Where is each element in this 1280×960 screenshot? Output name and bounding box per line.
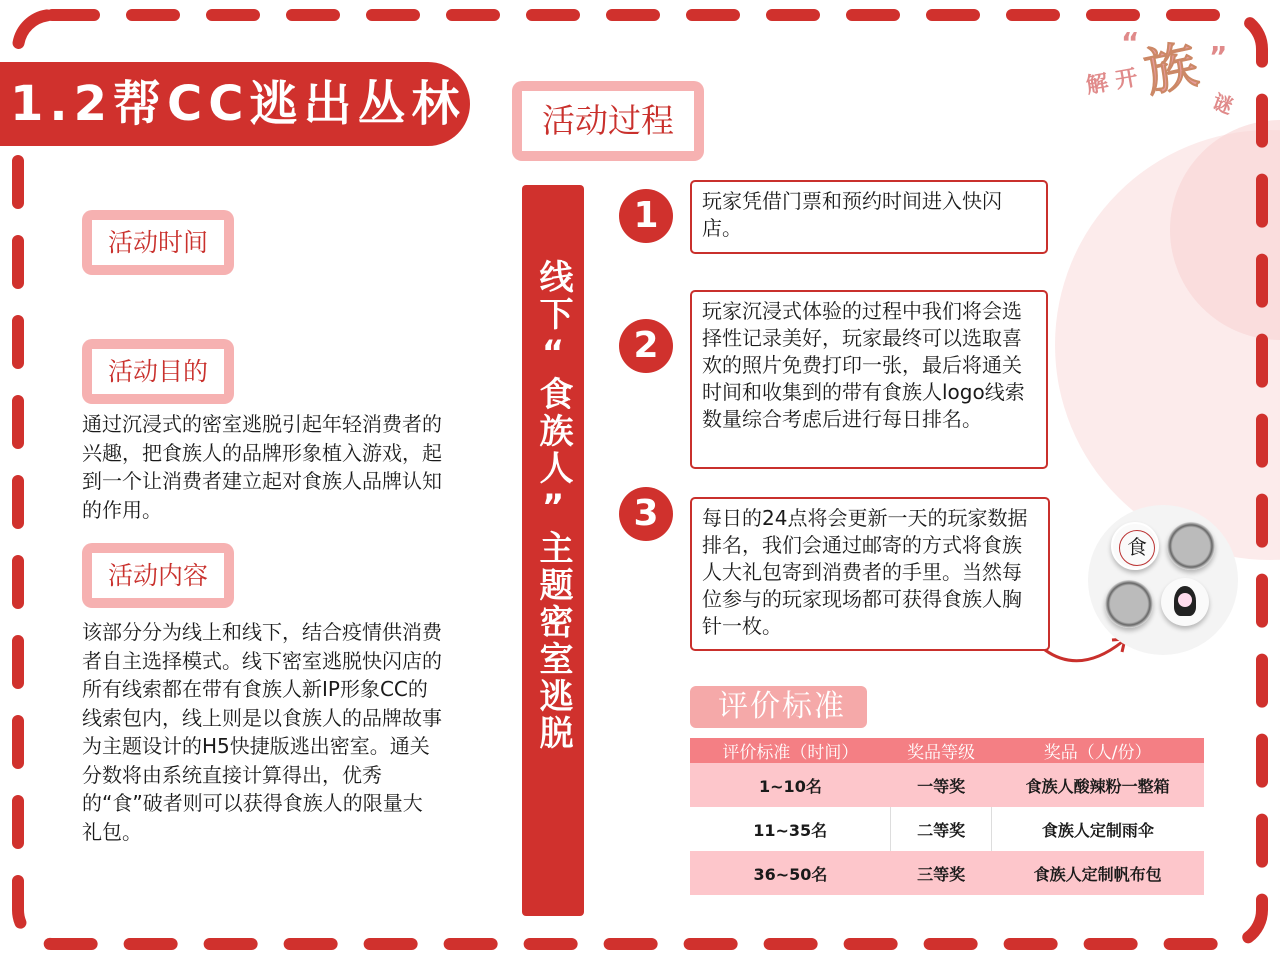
content-text: 该部分分为线上和线下，结合疫情供消费者自主选择模式。线下密室逃脱快闪店的所有线索都在带有食族人新IP形象CC的线索包内，线上则是以食族人的品牌故事为主题设计的H5快捷版逃出密室。通关分数将由系统直接计算得出，优秀的“食”破者则可以获得食族人的限量大礼包。 [82,620,442,844]
svg-text:”: ” [1209,40,1228,73]
offline-escape-banner: 线下“食族人”主题密室逃脱 [522,185,584,916]
prize-table [690,738,1204,895]
activity-process-badge [512,81,704,161]
activity-content-badge [82,543,234,608]
table-cell: 11~35名 [690,807,891,851]
pin-back [1167,522,1215,570]
activity-time-badge [82,210,234,275]
table-cell: 36~50名 [690,851,891,895]
table-cell: 1~10名 [690,763,891,807]
logo [1085,28,1245,118]
pin-logo [1111,522,1159,570]
activity-time-label: 活动时间 [92,220,224,265]
evaluation-header: 评价标准 [690,686,867,728]
activity-process-label: 活动过程 [522,91,694,151]
activity-content-label: 活动内容 [92,553,224,598]
activity-purpose-label: 活动目的 [92,349,224,394]
column-header: 评价标准（时间） [690,738,891,763]
step-number: 2 [619,319,673,373]
page-title: 1.2帮CC逃出丛林 [0,62,470,146]
svg-text:解 开: 解 开 [1085,65,1140,100]
table-cell: 二等奖 [891,807,991,851]
table-header-row [690,738,1204,763]
step-box: 玩家沉浸式体验的过程中我们将会选择性记录美好，玩家最终可以选取喜欢的照片免费打印一张，最后将通关时间和收集到的带有食族人logo线索数量综合考虑后进行每日排名。 [690,290,1048,469]
column-header: 奖品（人/份） [991,738,1204,763]
step-box: 每日的24点将会更新一天的玩家数据排名，我们会通过邮寄的方式将食族人大礼包寄到消费者的手里。当然每位参与的玩家现场都可获得食族人胸针一枚。 [690,497,1050,651]
table-cell: 食族人定制帆布包 [991,851,1204,895]
column-header: 奖品等级 [891,738,991,763]
svg-text:谜: 谜 [1209,89,1237,118]
table-cell: 一等奖 [891,763,991,807]
purpose-text: 通过沉浸式的密室逃脱引起年轻消费者的兴趣，把食族人的品牌形象植入游戏，起到一个让消费者建立起对食族人品牌认知的作用。 [82,412,442,522]
step-box: 玩家凭借门票和预约时间进入快闪店。 [690,180,1048,254]
table-row [690,763,1204,807]
table-cell: 三等奖 [891,851,991,895]
pin-character [1161,578,1209,626]
table-cell: 食族人酸辣粉一整箱 [991,763,1204,807]
pin-back [1105,580,1153,628]
step-number: 3 [619,487,673,541]
table-cell: 食族人定制雨伞 [991,807,1204,851]
pin-char: 食 [1119,530,1155,566]
svg-text:族: 族 [1139,34,1203,105]
step-number: 1 [619,189,673,243]
activity-purpose-badge [82,339,234,404]
table-row [690,807,1204,851]
table-row [690,851,1204,895]
svg-text:“: “ [1121,28,1140,59]
pin-badges-image [1088,505,1238,655]
